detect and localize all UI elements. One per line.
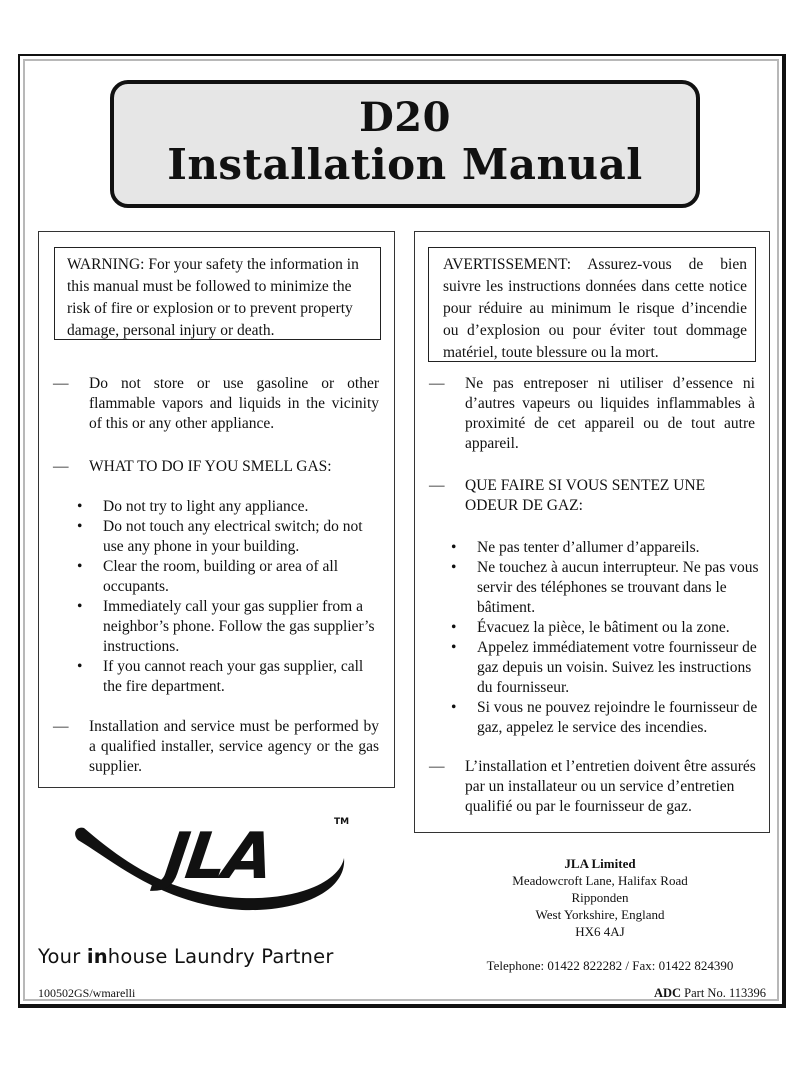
bullet-icon: • — [451, 639, 457, 656]
paragraph-text: Installation and service must be performed by a qualified installer, service agency or the gas supplier. — [89, 718, 379, 775]
list-item: • Ne pas tenter d’allumer d’appareils. — [451, 539, 700, 556]
french-warning-box: AVERTISSEMENT: Assurez-vous de bien suivre les instructions données dans cette notice pour réduire au minimum le risque d’incendie ou d’explosion ou pour éviter tout dommage matériel, toute blessure ou la mort. — [428, 247, 756, 362]
english-flammable-paragraph — [53, 374, 379, 434]
french-gas-instructions-list — [451, 538, 761, 738]
company-name: JLA Limited — [564, 856, 636, 871]
model-title: D20 — [359, 94, 451, 141]
heading-text: WHAT TO DO IF YOU SMELL GAS: — [89, 458, 332, 475]
dash-marker: — — [429, 375, 445, 392]
title-box — [110, 80, 700, 208]
address-line: Ripponden — [571, 890, 629, 905]
paragraph-text: Do not store or use gasoline or other flammable vapors and liquids in the vicinity of this or any other appliance. — [89, 375, 379, 432]
dash-marker: — — [53, 458, 69, 475]
paragraph-text: L’installation et l’entretien doivent être assurés par un installateur ou un service d’entretien qualifié ou par le fournisseur de gaz. — [465, 758, 756, 815]
heading-text: QUE FAIRE SI VOUS SENTEZ UNE ODEUR DE GAZ: — [465, 477, 706, 514]
part-number: ADC Part No. 113396 — [653, 986, 766, 1000]
jla-swoosh-icon — [72, 810, 362, 930]
french-installation-paragraph — [429, 757, 759, 817]
svg-text:JLA: JLA — [160, 819, 276, 894]
svg-text:TM: TM — [334, 817, 350, 827]
dash-marker: — — [429, 477, 445, 494]
bullet-icon: • — [451, 559, 457, 576]
english-installation-paragraph — [53, 717, 379, 777]
english-safety-column — [38, 231, 395, 788]
bullet-icon: • — [77, 558, 83, 575]
list-item: • Évacuez la pièce, le bâtiment ou la zone. — [451, 619, 730, 636]
bullet-icon: • — [77, 658, 83, 675]
dash-marker: — — [53, 718, 69, 735]
list-item: • Clear the room, building or area of all occupants. — [77, 558, 339, 595]
address-line: Meadowcroft Lane, Halifax Road — [512, 873, 688, 888]
bullet-icon: • — [451, 619, 457, 636]
address-line: West Yorkshire, England — [535, 907, 665, 922]
dash-marker: — — [429, 758, 445, 775]
dash-marker: — — [53, 375, 69, 392]
list-item: • Si vous ne pouvez rejoindre le fournisseur de gaz, appelez le service des incendies. — [451, 699, 758, 736]
list-item: • Ne touchez à aucun interrupteur. Ne pas vous servir des téléphones se trouvant dans le bâtiment. — [451, 559, 759, 616]
list-item: • If you cannot reach your gas supplier, call the fire department. — [77, 658, 364, 695]
english-smell-gas-heading — [53, 457, 379, 477]
bullet-icon: • — [77, 518, 83, 535]
french-smell-gas-heading — [429, 476, 755, 516]
french-safety-column — [414, 231, 770, 833]
phone-fax: Telephone: 01422 822282 / Fax: 01422 824390 — [486, 958, 734, 973]
english-warning-box: WARNING: For your safety the information in this manual must be followed to minimize the risk of fire or explosion or to prevent property damage, personal injury or death. — [54, 247, 381, 340]
french-flammable-paragraph — [429, 374, 755, 454]
list-item: • Appelez immédiatement votre fournisseur de gaz depuis un voisin. Suivez les instructions du fournisseur. — [451, 639, 757, 696]
bullet-icon: • — [77, 498, 83, 515]
postcode: HX6 4AJ — [575, 924, 625, 939]
jla-logo — [72, 810, 362, 930]
list-item: • Do not touch any electrical switch; do not use any phone in your building. — [77, 518, 363, 555]
manual-title: Installation Manual — [167, 140, 643, 189]
tagline: Your inhouse Laundry Partner — [38, 945, 334, 968]
document-reference: 100502GS/wmarelli — [38, 986, 136, 1000]
paragraph-text: Ne pas entreposer ni utiliser d’essence ni d’autres vapeurs ou liquides inflammables à proximité de cet appareil ou de tout autre appareil. — [465, 375, 755, 452]
bullet-icon: • — [451, 539, 457, 556]
list-item: • Immediately call your gas supplier from a neighbor’s phone. Follow the gas supplier’s instructions. — [77, 598, 375, 655]
bullet-icon: • — [77, 598, 83, 615]
bullet-icon: • — [451, 699, 457, 716]
english-gas-instructions-list — [77, 497, 377, 697]
company-address — [430, 855, 770, 940]
list-item: • Do not try to light any appliance. — [77, 498, 309, 515]
